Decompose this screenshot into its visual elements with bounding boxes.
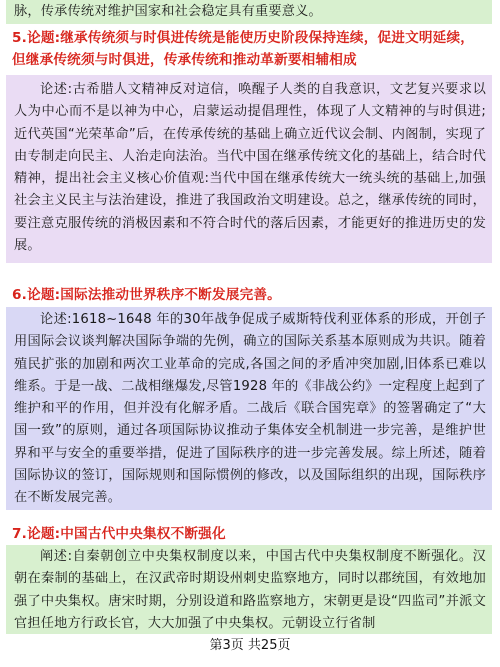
section-5-title-line-2: 但继承传统须与时俱进，传承传统和推动革新要相辅相成	[12, 52, 357, 68]
previous-section-tail	[6, 0, 492, 24]
previous-section-text: 脉，传承传统对维护国家和社会稳定具有重要意义。	[14, 4, 322, 19]
section-7-body: 阐述:自秦朝创立中央集权制度以来，中国古代中央集权制度不断强化。汉朝在秦制的基础上，在汉武帝时期设州刺史监察地方，同时以郡统国，有效地加强了中央集权。唐宋时期，分别设道和路监察地方，宋朝更是设“四监司”并派文官担任地方行政长官，大大加强了中央集权。元朝设立行省制	[14, 549, 486, 631]
section-6-title: 6.论题:国际法推动世界秩序不断发展完善。	[12, 287, 281, 303]
section-5-title-line-1: 5.论题:继承传统须与时俱进传统是能使历史阶段保持连续，促进文明延续，	[12, 30, 475, 46]
section-6-body: 论述:1618~1648 年的30年战争促成子威斯特伐利亚体系的形成，开创子用国际会议谈判解决国际争端的先例，确立的国际关系基本原则成为共识。随着殖民扩张的加剧和两次工业革命的完成,各国之间的矛盾冲突加剧,旧体系已难以维系。于是一战、二战相继爆发,尽管1928 年的《非战公约》一定程度上起到了维护和平的作用，但并没有化解矛盾。二战后《联合国宪章》的签署确定了“大国一致”的原则，通过各项国际协议推动子集体安全机制进一步完善，是维护世界和平与安全的重要举措，促进了国际秩序的进一步完善发展。综上所述，随着国际协议的签订，国际规则和国际惯例的修改，以及国际组织的出现，国际秩序在不断发展完善。	[14, 312, 486, 506]
section-7-body-box	[6, 545, 492, 634]
section-6-body-box	[6, 307, 492, 510]
section-5-body-box	[6, 75, 492, 263]
page-number-footer: 第3页 共25页	[209, 638, 291, 653]
section-5-body: 论述:古希腊人文精神反对這信，唤醒子人类的自我意识，文艺复兴要求以人为中心而不是以神为中心，启蒙运动提倡理性，体现了人文精神的与时俱进;近代英国“光荣革命”后，在传承传统的基础上确立近代议会制、内阁制，实现了由专制走向民主、人治走向法治。当代中国在继承传统文化的基础上，结合时代精神，提出社会主义核心价值观:当代中国在继承传统大一统头统的基础上,加强社会主义民主与法治建设，推进了我国政治文明建设。总之，继承传统的同时，要注意克服传统的消极因素和不符合时代的落后因素，才能更好的推进历史的发展。	[14, 82, 486, 254]
section-7-title: 7.论题:中国古代中央集权不断强化	[12, 526, 226, 542]
